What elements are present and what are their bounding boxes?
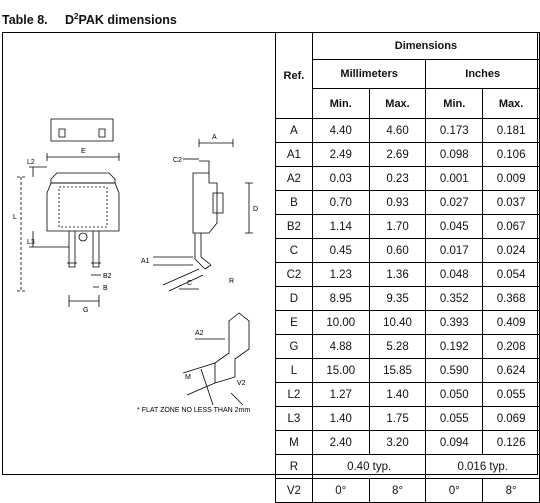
cell-mm-max: 9.35	[369, 287, 426, 311]
cell-mm-max: 0.23	[369, 167, 426, 191]
side-view-tab	[199, 161, 209, 173]
cell-mm-min: 2.49	[312, 143, 369, 167]
header-millimeters: Millimeters	[312, 60, 426, 89]
side-view-lead-foot	[163, 269, 203, 291]
mounting-hole	[79, 233, 87, 241]
table-row	[276, 407, 540, 431]
side-view-detail	[213, 193, 223, 213]
table-row	[276, 479, 540, 503]
detail-dim-V2	[231, 393, 243, 405]
label-L2: L2	[27, 159, 35, 166]
cell-in-min: 0.393	[426, 311, 483, 335]
cell-ref: B	[276, 191, 313, 215]
cell-in-min: 0.192	[426, 335, 483, 359]
table-row	[276, 335, 540, 359]
table-row	[276, 287, 540, 311]
label-E: E	[81, 148, 86, 155]
cell-mm-min: 0.45	[312, 239, 369, 263]
table-row	[276, 239, 540, 263]
table-row	[276, 311, 540, 335]
table-row	[276, 431, 540, 455]
cell-ref: L	[276, 359, 313, 383]
front-view-body	[47, 183, 119, 231]
header-inches: Inches	[426, 60, 540, 89]
cell-ref: A2	[276, 167, 313, 191]
table-body	[276, 119, 540, 455]
cell-in-max: 0.106	[483, 143, 540, 167]
cell-mm-min: 0.70	[312, 191, 369, 215]
cell-in-min: 0.173	[426, 119, 483, 143]
cell-in-min: 0.055	[426, 407, 483, 431]
side-view-lead	[195, 233, 211, 269]
detail-dim-M	[201, 369, 213, 405]
dim-line-G	[69, 295, 99, 307]
table-row	[276, 167, 540, 191]
header-in-min: Min.	[426, 89, 483, 119]
cell-mm-min: 10.00	[312, 311, 369, 335]
label-M: M	[185, 374, 191, 381]
header-in-max: Max.	[483, 89, 540, 119]
cell-ref: M	[276, 431, 313, 455]
cell-in-min: 0.590	[426, 359, 483, 383]
label-L: L	[13, 214, 17, 221]
cell-in-max: 0.181	[483, 119, 540, 143]
front-view-tab	[51, 173, 115, 183]
dimensions-table	[275, 32, 540, 503]
cell-in-min: 0.352	[426, 287, 483, 311]
cell-mm-min: 0°	[312, 479, 369, 503]
cell-in-min: 0°	[426, 479, 483, 503]
table-number: Table 8.	[2, 13, 48, 28]
table-row	[276, 119, 540, 143]
cell-mm-max: 2.69	[369, 143, 426, 167]
cell-in-max: 0.024	[483, 239, 540, 263]
table-title	[2, 12, 177, 27]
header-mm-max: Max.	[369, 89, 426, 119]
table-row	[276, 383, 540, 407]
cell-ref: V2	[276, 479, 313, 503]
cell-in-min: 0.094	[426, 431, 483, 455]
label-B: B	[103, 285, 108, 292]
label-G: G	[83, 307, 89, 314]
dim-line-A1	[153, 257, 193, 265]
cell-mm-min: 4.40	[312, 119, 369, 143]
cell-mm-min: 15.00	[312, 359, 369, 383]
cell-mm-max: 1.75	[369, 407, 426, 431]
cell-mm-max: 0.93	[369, 191, 426, 215]
table-row	[276, 215, 540, 239]
cell-mm-typ: 0.40 typ.	[312, 455, 426, 479]
lead-right	[93, 231, 99, 267]
table-row	[276, 455, 540, 479]
label-A1: A1	[141, 258, 150, 265]
cell-ref: R	[276, 455, 313, 479]
cell-mm-min: 4.88	[312, 335, 369, 359]
cell-mm-max: 1.70	[369, 215, 426, 239]
label-A2: A2	[195, 330, 204, 337]
cell-mm-max: 3.20	[369, 431, 426, 455]
cell-in-max: 0.208	[483, 335, 540, 359]
lead-left	[69, 231, 75, 267]
cell-mm-max: 8°	[369, 479, 426, 503]
title-name: PAK dimensions	[78, 13, 177, 28]
label-R: R	[229, 278, 235, 285]
cell-in-max: 0.067	[483, 215, 540, 239]
label-C: C	[187, 280, 193, 287]
label-V2: V2	[237, 380, 246, 387]
cell-in-min: 0.045	[426, 215, 483, 239]
flat-zone-note: * FLAT ZONE NO LESS THAN 2mm	[137, 407, 251, 414]
header-dimensions: Dimensions	[312, 33, 539, 60]
cell-in-min: 0.098	[426, 143, 483, 167]
top-view-tab	[59, 129, 105, 137]
table-row	[276, 263, 540, 287]
cell-in-min: 0.001	[426, 167, 483, 191]
cell-mm-max: 10.40	[369, 311, 426, 335]
cell-mm-min: 1.23	[312, 263, 369, 287]
cell-in-max: 0.624	[483, 359, 540, 383]
cell-ref: D	[276, 287, 313, 311]
cell-in-max: 0.126	[483, 431, 540, 455]
cell-mm-max: 4.60	[369, 119, 426, 143]
cell-ref: E	[276, 311, 313, 335]
dim-line-D	[245, 183, 253, 233]
header-ref: Ref.	[276, 33, 313, 119]
cell-mm-min: 8.95	[312, 287, 369, 311]
cell-mm-max: 15.85	[369, 359, 426, 383]
label-L3: L3	[27, 239, 35, 246]
cell-ref: C	[276, 239, 313, 263]
cell-in-max: 0.069	[483, 407, 540, 431]
label-C2: C2	[173, 157, 182, 164]
cell-in-max: 0.037	[483, 191, 540, 215]
dim-line-L2	[29, 167, 47, 177]
cell-mm-max: 1.36	[369, 263, 426, 287]
cell-in-min: 0.050	[426, 383, 483, 407]
title-superscript: 2	[74, 12, 79, 21]
cell-in-max: 0.055	[483, 383, 540, 407]
cell-in-max: 0.409	[483, 311, 540, 335]
top-view-outline	[51, 119, 113, 141]
cell-in-max: 0.368	[483, 287, 540, 311]
front-view-footprint	[59, 187, 107, 227]
cell-ref: B2	[276, 215, 313, 239]
detail-view-body	[215, 313, 249, 383]
label-A: A	[212, 134, 217, 141]
cell-in-min: 0.017	[426, 239, 483, 263]
cell-mm-min: 2.40	[312, 431, 369, 455]
header-mm-min: Min.	[312, 89, 369, 119]
cell-in-max: 0.054	[483, 263, 540, 287]
title-prefix: D	[65, 13, 75, 28]
package-drawing	[3, 33, 275, 474]
cell-ref: L2	[276, 383, 313, 407]
cell-mm-max: 0.60	[369, 239, 426, 263]
cell-in-typ: 0.016 typ.	[426, 455, 540, 479]
cell-in-min: 0.048	[426, 263, 483, 287]
cell-mm-min: 1.40	[312, 407, 369, 431]
cell-ref: L3	[276, 407, 313, 431]
label-D: D	[253, 206, 259, 213]
table-row	[276, 359, 540, 383]
cell-ref: G	[276, 335, 313, 359]
cell-in-min: 0.027	[426, 191, 483, 215]
label-B2: B2	[103, 273, 112, 280]
cell-in-max: 8°	[483, 479, 540, 503]
table-row	[276, 143, 540, 167]
table-row	[276, 191, 540, 215]
cell-mm-max: 1.40	[369, 383, 426, 407]
cell-mm-max: 5.28	[369, 335, 426, 359]
dim-line-L	[17, 177, 25, 291]
dim-line-L3	[29, 231, 69, 247]
cell-ref: A	[276, 119, 313, 143]
cell-ref: A1	[276, 143, 313, 167]
cell-in-max: 0.009	[483, 167, 540, 191]
cell-mm-min: 1.27	[312, 383, 369, 407]
cell-mm-min: 0.03	[312, 167, 369, 191]
cell-mm-min: 1.14	[312, 215, 369, 239]
cell-ref: C2	[276, 263, 313, 287]
